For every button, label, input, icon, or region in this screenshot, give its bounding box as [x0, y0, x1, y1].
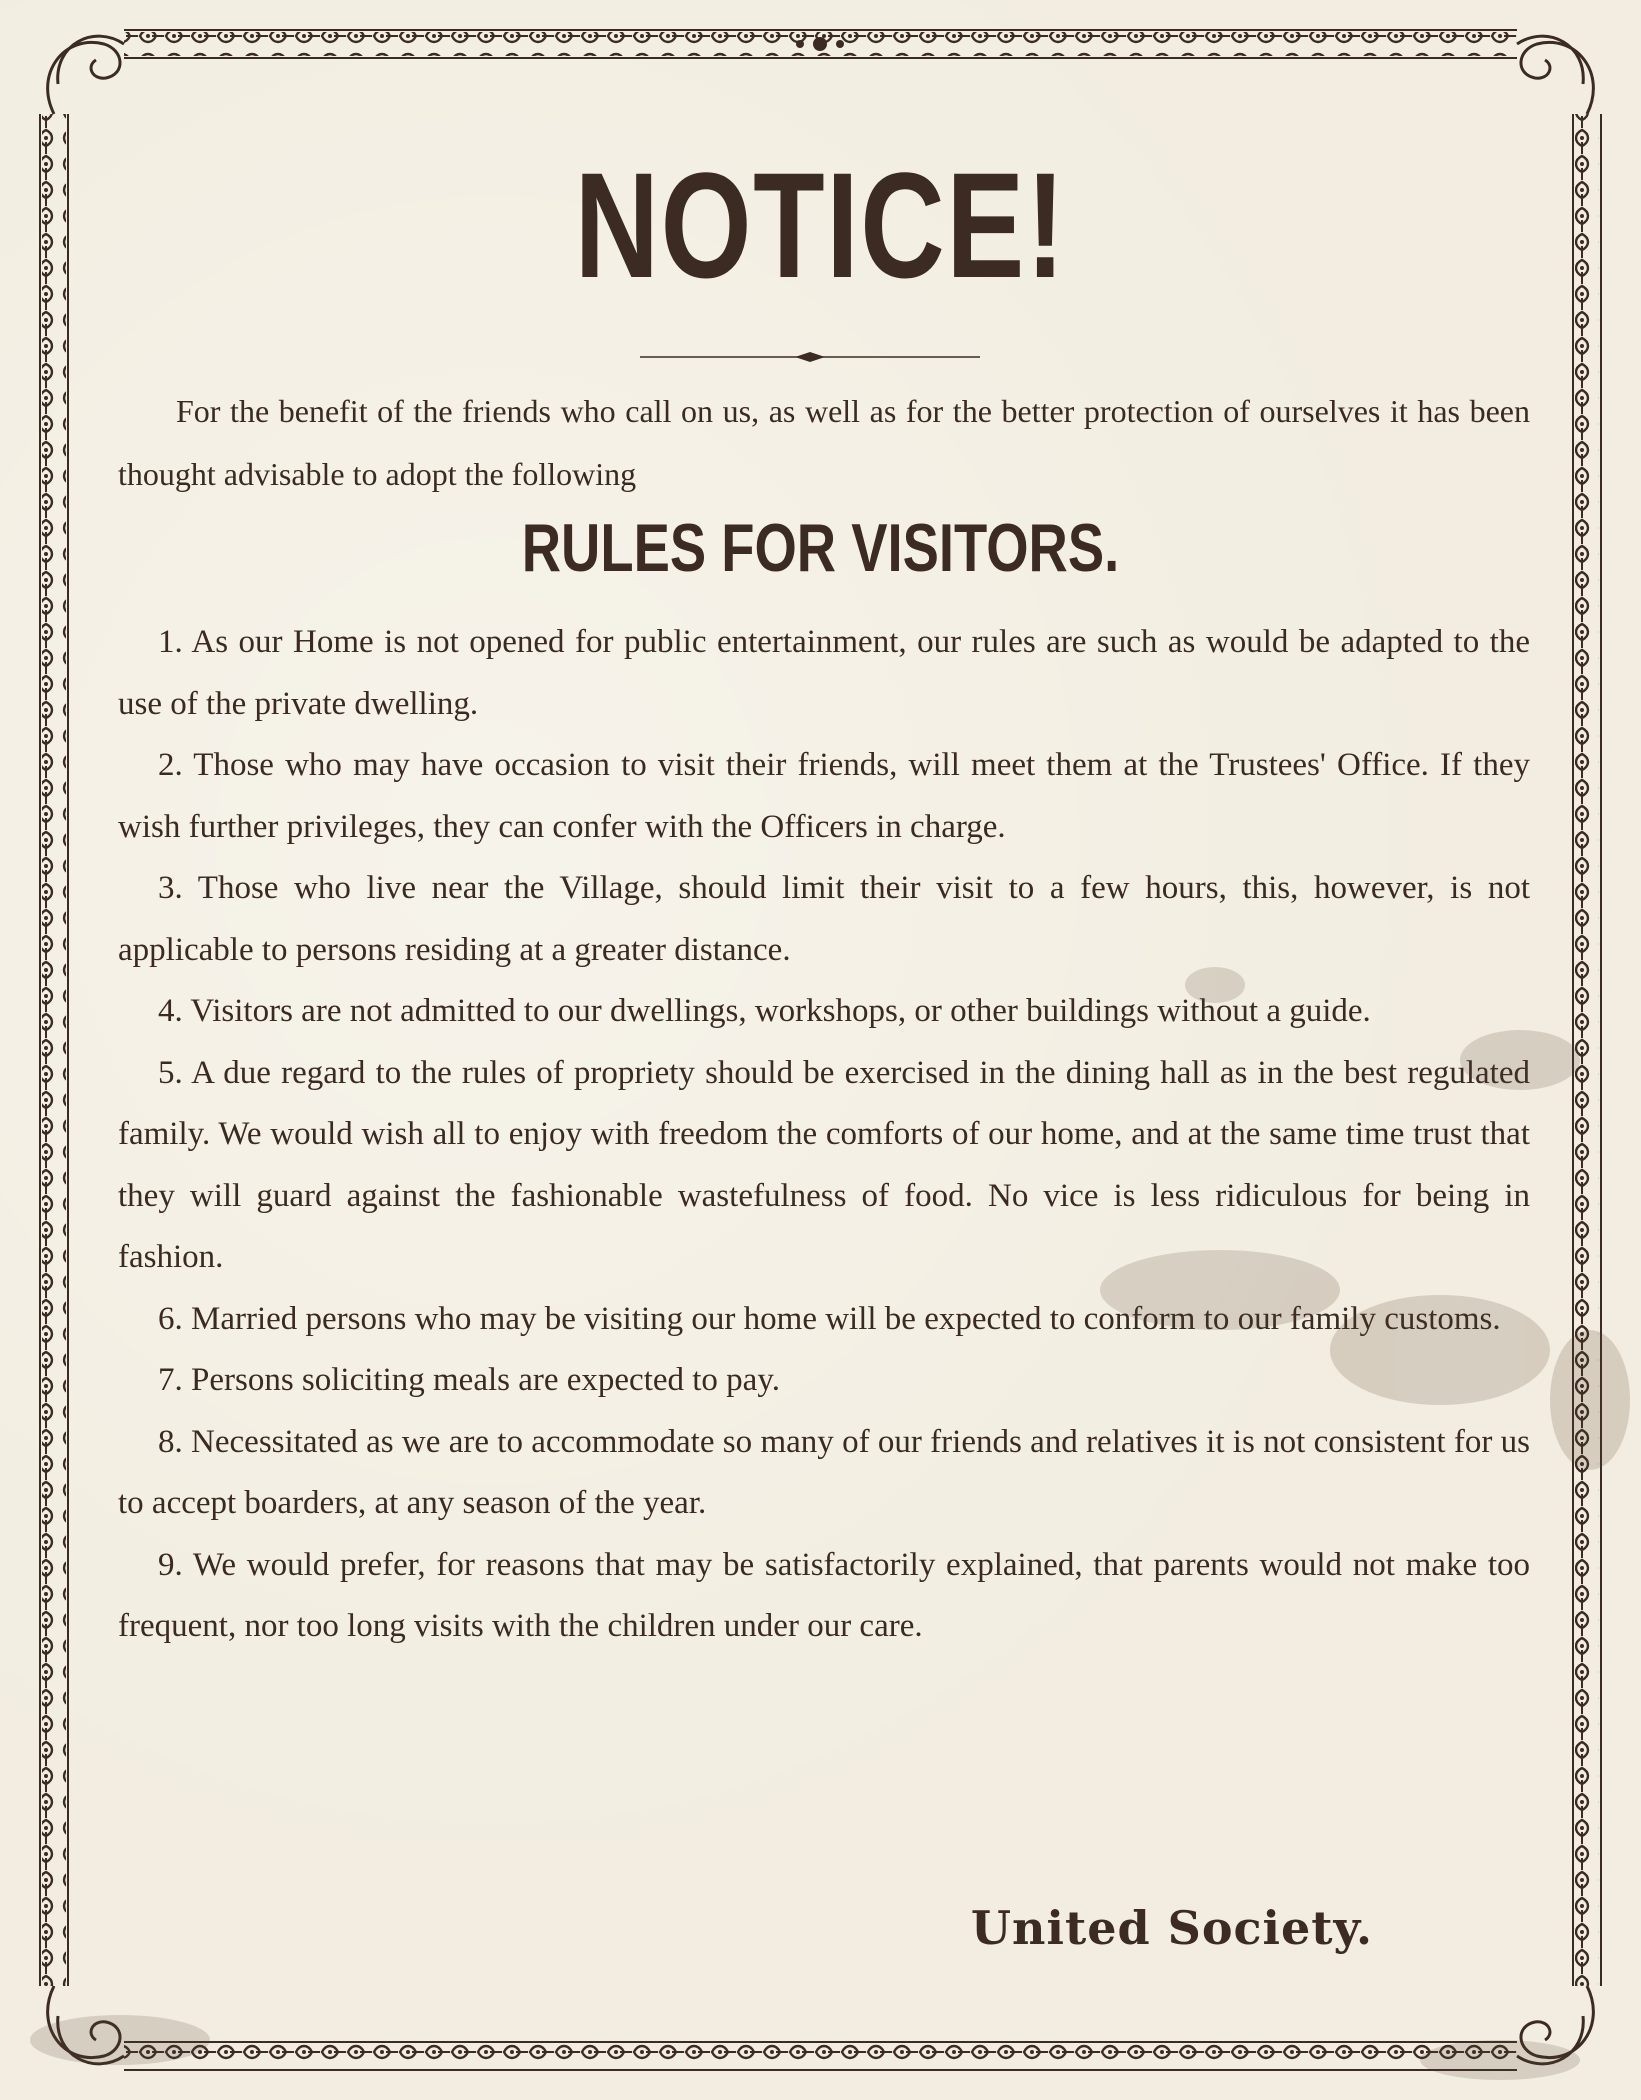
rule-9: 9. We would prefer, for reasons that may be satisfactorily explained, that parents would not make too frequent, nor too long visits with the children under our care.	[118, 1546, 1530, 1644]
rules-list	[118, 612, 1530, 1658]
rule-3: 3. Those who live near the Village, should limit their visit to a few hours, this, however, is not applicable to persons residing at a greater distance.	[118, 870, 1530, 968]
intro-paragraph	[118, 380, 1530, 506]
rule-2: 2. Those who may have occasion to visit their friends, will meet them at the Trustees' Office. If they wish further privileges, they can confer with the Officers in charge.	[118, 747, 1530, 845]
notice-title: NOTICE!	[574, 141, 1067, 309]
signature: United Society.	[970, 1901, 1373, 1955]
rule-5: 5. A due regard to the rules of propriety should be exercised in the dining hall as in the best regulated family. We would wish all to enjoy with freedom the comforts of our home, and at the same time trust that they will guard against the fashionable wastefulness of food. No vice is less ridiculous for being in fashion.	[118, 1054, 1530, 1275]
rule-7: 7. Persons soliciting meals are expected to pay.	[158, 1362, 780, 1398]
title-divider	[640, 352, 980, 362]
rule-1: 1. As our Home is not opened for public entertainment, our rules are such as would be adapted to the use of the private dwelling.	[118, 624, 1530, 722]
rules-heading: RULES FOR VISITORS.	[521, 510, 1120, 586]
rule-6: 6. Married persons who may be visiting our home will be expected to conform to our family customs.	[158, 1300, 1501, 1337]
rule-4: 4. Visitors are not admitted to our dwellings, workshops, or other buildings without a guide.	[158, 993, 1371, 1029]
intro-text: For the benefit of the friends who call on us, as well as for the better protection of ourselves it has been thought advisable to adopt the following	[118, 393, 1530, 492]
rule-8: 8. Necessitated as we are to accommodate so many of our friends and relatives it is not consistent for us to accept boarders, at any season of the year.	[118, 1423, 1530, 1521]
